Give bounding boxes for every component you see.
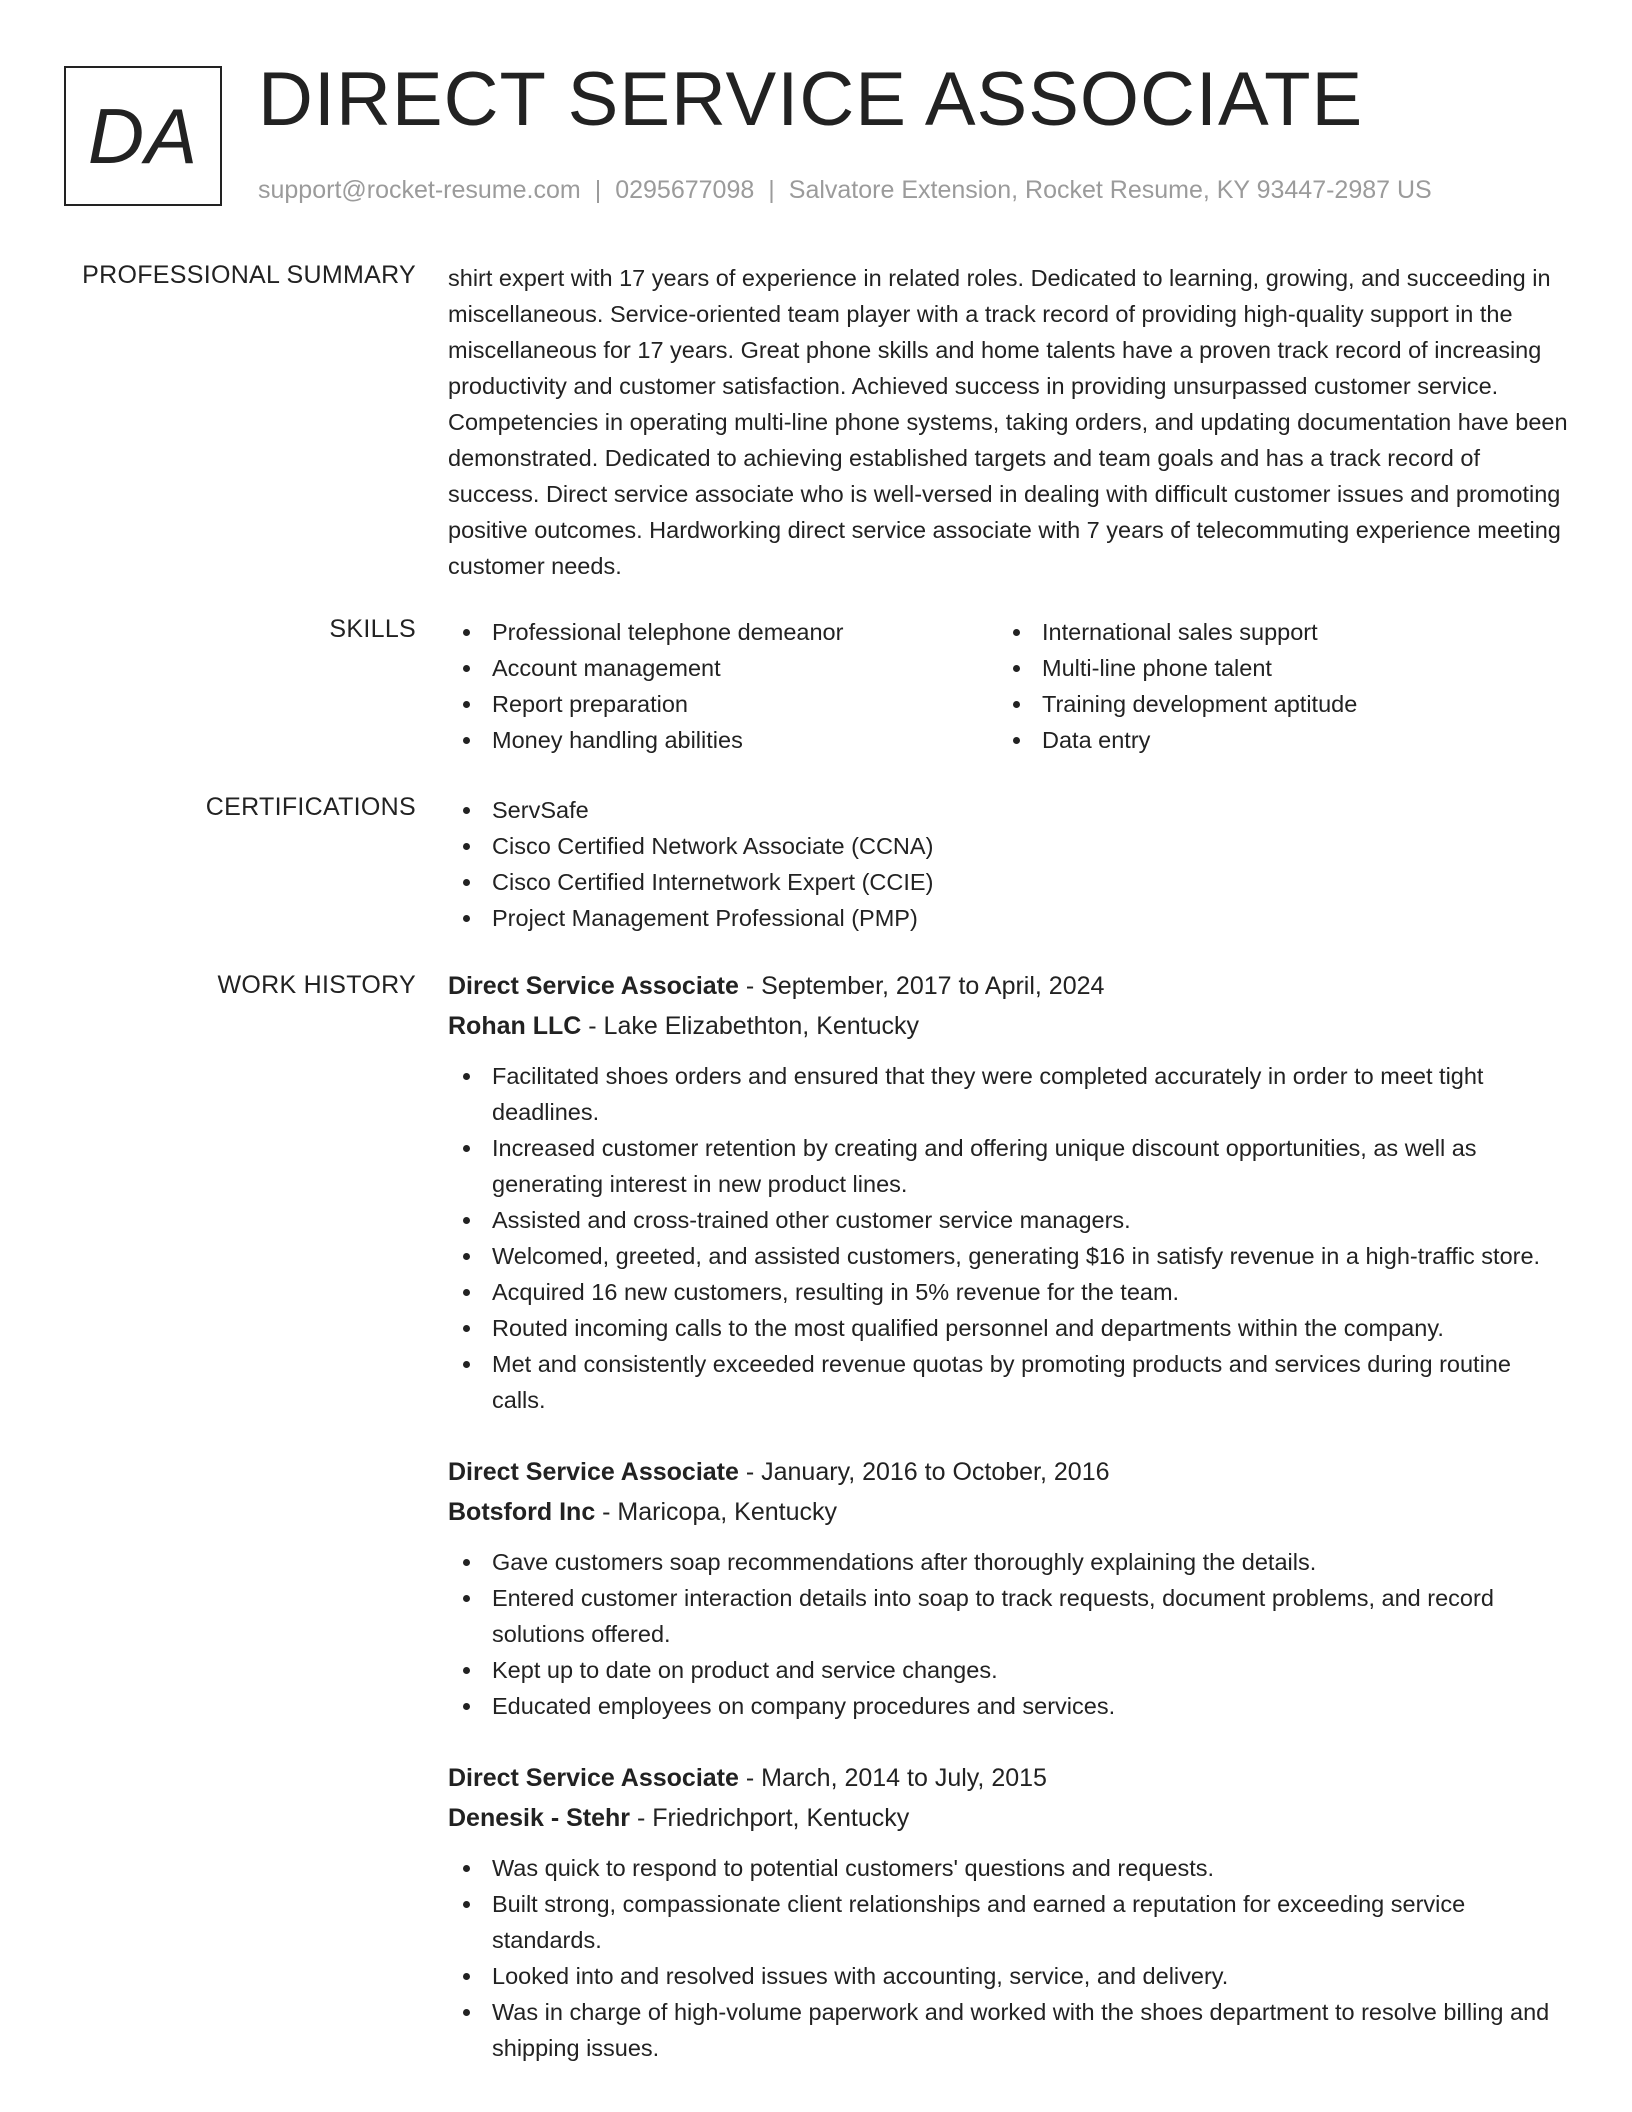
certification-item: Cisco Certified Network Associate (CCNA) [448,828,1568,864]
skills-column-left [448,614,998,758]
job-bullets [448,1058,1568,1418]
job-company: Botsford Inc [448,1498,596,1526]
contact-separator: | [768,176,775,204]
skills-body [448,614,1568,758]
job-location: - Friedrichport, Kentucky [630,1804,910,1832]
job-title-line [448,1452,1568,1492]
job-dates: - March, 2014 to July, 2015 [738,1764,1047,1792]
job-company-line [448,1798,1568,1838]
job-bullet: Looked into and resolved issues with accounting, service, and delivery. [448,1958,1568,1994]
section-label: SKILLS [329,615,416,643]
monogram-box [64,66,222,206]
job-dates: - January, 2016 to October, 2016 [738,1458,1110,1486]
job-company: Rohan LLC [448,1012,582,1040]
skill-item: Multi-line phone talent [998,650,1548,686]
job-title-line [448,1758,1568,1798]
work-history-body [448,966,1568,2100]
certifications-list [448,792,1568,936]
job-location: - Maricopa, Kentucky [595,1498,837,1526]
contact-separator: | [594,176,602,204]
job-title: Direct Service Associate [448,972,739,1000]
skills-column-right [998,614,1548,758]
section-label: CERTIFICATIONS [205,793,416,821]
job-company-line [448,1006,1568,1046]
job-bullet: Entered customer interaction details into soap to track requests, document problems, and record solutions offered. [448,1580,1568,1652]
job-location: - Lake Elizabethton, Kentucky [581,1012,920,1040]
job-bullet: Assisted and cross-trained other customer service managers. [448,1202,1568,1238]
certifications-body [448,792,1568,936]
job-company-line [448,1492,1568,1532]
job-bullet: Acquired 16 new customers, resulting in 5% revenue for the team. [448,1274,1568,1310]
skill-item: International sales support [998,614,1548,650]
job-dates: - September, 2017 to April, 2024 [738,972,1105,1000]
contact-address: Salvatore Extension, Rocket Resume, KY 93447-2987 US [788,176,1432,204]
contact-line [258,175,1432,205]
skills-grid [448,614,1568,758]
skill-item: Professional telephone demeanor [448,614,998,650]
summary-body [448,260,1568,584]
job-bullet: Built strong, compassionate client relationships and earned a reputation for exceeding service standards. [448,1886,1568,1958]
job-title-line [448,966,1568,1006]
job-bullet: Welcomed, greeted, and assisted customers, generating $16 in satisfy revenue in a high-traffic store. [448,1238,1568,1274]
job-bullet: Facilitated shoes orders and ensured that they were completed accurately in order to meet tight deadlines. [448,1058,1568,1130]
job-bullet: Was in charge of high-volume paperwork and worked with the shoes department to resolve billing and shipping issues. [448,1994,1568,2066]
job-bullet: Kept up to date on product and service changes. [448,1652,1568,1688]
resume-title: DIRECT SERVICE ASSOCIATE [258,57,1364,142]
job-bullet: Routed incoming calls to the most qualified personnel and departments within the company. [448,1310,1568,1346]
job-entry [448,966,1568,1418]
summary-text: shirt expert with 17 years of experience in related roles. Dedicated to learning, growing, and succeeding in miscellaneous. Service-oriented team player with a track record of providing high-quality support in the miscellaneous for 17 years. Great phone skills and home talents have a proven track record of increasing productivity and customer satisfaction. Achieved success in providing unsurpassed customer service. Competencies in operating multi-line phone systems, taking orders, and updating documentation have been demonstrated. Dedicated to achieving established targets and team goals and has a track record of success. Direct service associate who is well-versed in dealing with difficult customer issues and promoting positive outcomes. Hardworking direct service associate with 7 years of telecommuting experience meeting customer needs. [448,265,1568,579]
section-label: WORK HISTORY [217,971,416,999]
job-bullet: Met and consistently exceeded revenue quotas by promoting products and services during routine calls. [448,1346,1568,1418]
job-company: Denesik - Stehr [448,1804,631,1832]
skill-item: Data entry [998,722,1548,758]
job-title: Direct Service Associate [448,1458,739,1486]
monogram-initials: DA [87,92,199,180]
contact-email[interactable]: support@rocket-resume.com [258,176,581,204]
skill-item: Account management [448,650,998,686]
job-bullet: Increased customer retention by creating and offering unique discount opportunities, as well as generating interest in new product lines. [448,1130,1568,1202]
job-bullets [448,1850,1568,2066]
certification-item: ServSafe [448,792,1568,828]
skill-item: Training development aptitude [998,686,1548,722]
job-bullets [448,1544,1568,1724]
job-bullet: Educated employees on company procedures and services. [448,1688,1568,1724]
job-entry [448,1758,1568,2066]
job-bullet: Gave customers soap recommendations after thoroughly explaining the details. [448,1544,1568,1580]
job-title: Direct Service Associate [448,1764,739,1792]
section-label: PROFESSIONAL SUMMARY [82,261,416,289]
skill-item: Report preparation [448,686,998,722]
job-bullet: Was quick to respond to potential customers' questions and requests. [448,1850,1568,1886]
contact-phone[interactable]: 0295677098 [615,176,755,204]
certification-item: Cisco Certified Internetwork Expert (CCIE) [448,864,1568,900]
skill-item: Money handling abilities [448,722,998,758]
certification-item: Project Management Professional (PMP) [448,900,1568,936]
job-entry [448,1452,1568,1724]
